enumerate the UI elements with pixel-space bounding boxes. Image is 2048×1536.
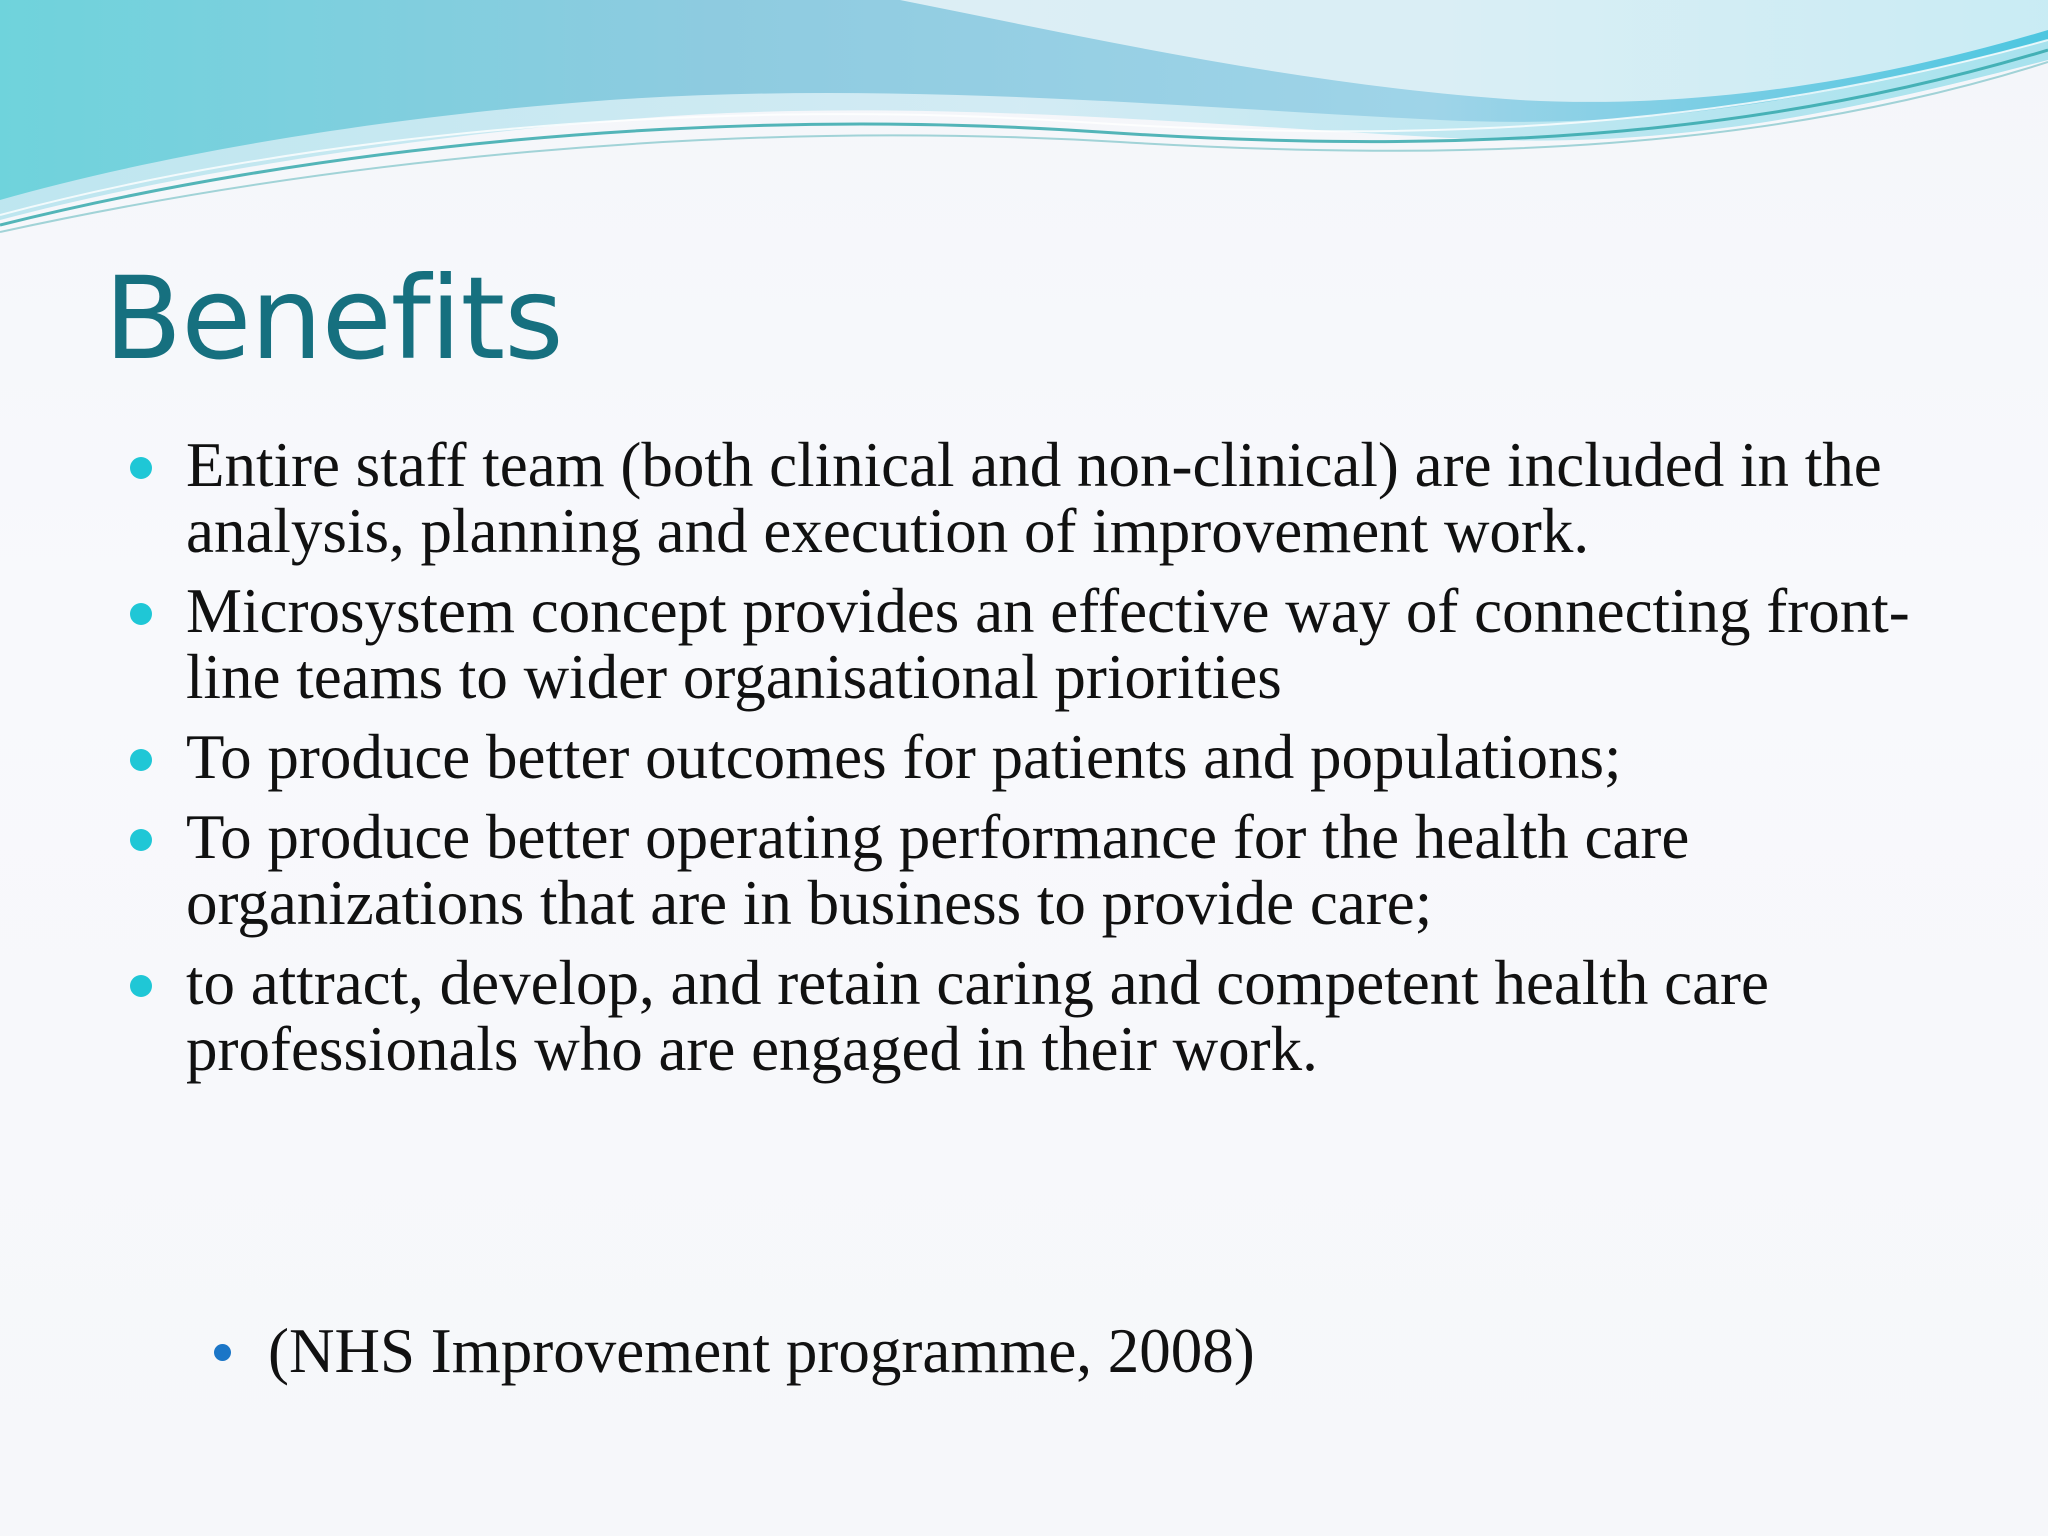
bullet-item bbox=[130, 578, 1960, 710]
bullet-dot-icon bbox=[130, 749, 152, 771]
bullet-text: Entire staff team (both clinical and non-clinical) are included in the analysis, planning and execution of improvement work. bbox=[186, 430, 1882, 566]
bullet-item bbox=[130, 432, 1960, 564]
bullet-text: to attract, develop, and retain caring and competent health care professionals who are engaged in their work. bbox=[186, 948, 1769, 1084]
bullet-dot-icon bbox=[214, 1344, 231, 1361]
bullet-dot-icon bbox=[130, 829, 152, 851]
bullet-dot-icon bbox=[130, 457, 152, 479]
bullet-text: Microsystem concept provides an effective way of connecting front-line teams to wider organisational priorities bbox=[186, 576, 1910, 712]
citation-item bbox=[268, 1318, 1255, 1384]
bullet-item bbox=[130, 804, 1960, 936]
citation-text: (NHS Improvement programme, 2008) bbox=[268, 1316, 1255, 1386]
bullet-dot-icon bbox=[130, 975, 152, 997]
bullet-item bbox=[130, 950, 1960, 1082]
slide-title: Benefits bbox=[104, 252, 563, 385]
header-wave-decoration bbox=[0, 0, 2048, 240]
citation-list bbox=[214, 1318, 1255, 1384]
bullet-item bbox=[130, 724, 1960, 790]
bullet-list bbox=[130, 432, 1960, 1096]
bullet-dot-icon bbox=[130, 603, 152, 625]
bullet-text: To produce better outcomes for patients and populations; bbox=[186, 722, 1622, 792]
bullet-text: To produce better operating performance for the health care organizations that are in business to provide care; bbox=[186, 802, 1690, 938]
